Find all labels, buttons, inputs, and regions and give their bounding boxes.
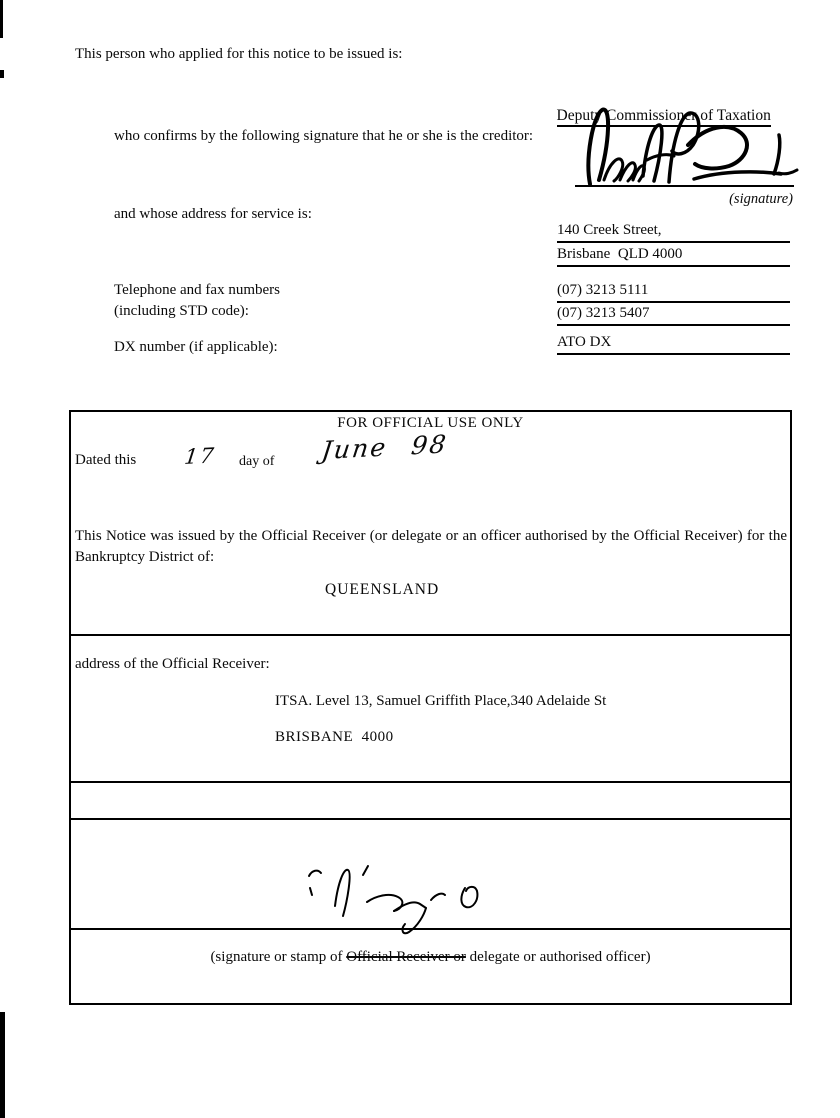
handwritten-day: 17: [183, 443, 217, 469]
receiver-address-label: address of the Official Receiver:: [75, 656, 270, 672]
receiver-signature-line: [71, 928, 790, 930]
official-box-title: FOR OFFICIAL USE ONLY: [337, 415, 524, 431]
official-use-box: [69, 410, 792, 1005]
creditor-confirm-text: who confirms by the following signature that he or she is the creditor:: [114, 128, 534, 144]
creditor-signature: [576, 100, 804, 192]
stamp-caption: [71, 948, 790, 967]
district-value: QUEENSLAND: [325, 581, 440, 598]
separator-line-1: [71, 634, 790, 636]
handwritten-month: June 98: [320, 429, 450, 465]
creditor-signature-line: [575, 185, 794, 187]
scan-artifact-left-tick: [0, 70, 4, 78]
phone-value: (07) 3213 5111: [557, 282, 790, 303]
dated-this-label: Dated this: [75, 452, 137, 468]
scan-artifact-bottom-left: [0, 1012, 5, 1118]
separator-line-2: [71, 781, 790, 783]
issued-paragraph: This Notice was issued by the Official Receiver (or delegate or an officer authorised by the Official Receiver) for the Bankruptcy District of:: [75, 528, 787, 565]
separator-line-3: [71, 818, 790, 820]
phone-label-line2: (including STD code):: [114, 303, 249, 319]
stamp-caption-prefix: (signature or stamp of: [210, 949, 347, 965]
applicant-name: Deputy Commissioner of Taxation: [557, 107, 771, 127]
signature-caption: (signature): [729, 191, 793, 207]
day-of-label: day of: [239, 454, 275, 469]
service-address-label: and whose address for service is:: [114, 206, 312, 222]
dx-label: DX number (if applicable):: [114, 339, 278, 355]
service-address-line1: 140 Creek Street,: [557, 222, 790, 243]
scan-artifact-top-left: [0, 0, 3, 38]
receiver-signature: [297, 860, 507, 938]
applicant-intro-text: This person who applied for this notice to be issued is:: [75, 46, 403, 62]
phone-label-line1: Telephone and fax numbers: [114, 282, 280, 298]
service-address-line2: Brisbane QLD 4000: [557, 246, 790, 267]
stamp-caption-struck: Official Receiver or: [346, 949, 466, 965]
stamp-caption-suffix: delegate or authorised officer): [465, 949, 651, 965]
receiver-address-line2: BRISBANE 4000: [275, 729, 394, 745]
fax-value: (07) 3213 5407: [557, 305, 790, 326]
receiver-address-line1: ITSA. Level 13, Samuel Griffith Place,340 Adelaide St: [275, 693, 607, 709]
dx-value: ATO DX: [557, 334, 790, 355]
